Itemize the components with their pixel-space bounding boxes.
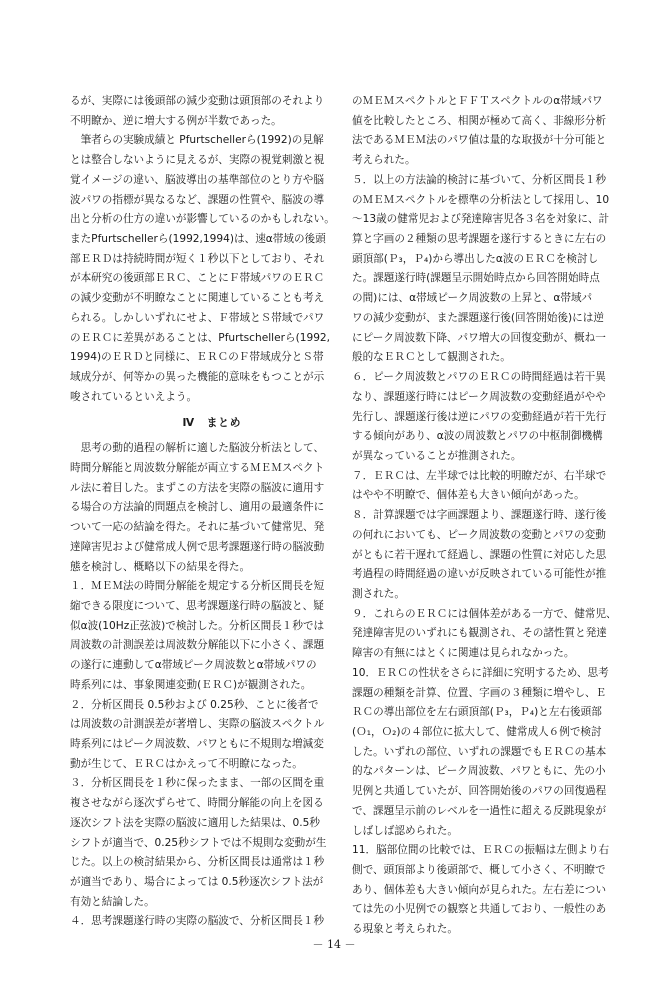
paragraph: るが、実際には後頭部の減少変動は頭頂部のそれより 不明瞭か、逆に増大する例が半数であった。 [70,95,325,127]
paragraph: 筆者らの実験成績と Pfurtschellerら(1992)の見解 とは整合しないように見えるが、実際の視覚刺激と視 覚イメージの違い、脳波導出の基準部位のとり方や脳 波パワの指標が異なるなど、課題の性質や、脳波の導 出と分析の仕方の違いが影響しているのかもしれない。 またPfurtschellerら(1992,1994)は、速α帯域の後頭 部ＥＲＤは持続時間が短く１秒以下としており、それ が本研究の後頭部ＥＲＣ、ことにＦ帯域パワのＥＲＣ の減少変動が不明瞭なことに関連していることも考え られる。しかしいずれにせよ、Ｆ帯域とＳ帯域でパワ のＥＲＣに差異があることは、Pfurtschellerら(1992, 1994)のＥＲＤと同様に、ＥＲＣのＦ帯域成分とＳ帯 域成分が、何等かの異った機能的意味をもつことが示 唆されているといえよう。 [70,134,335,403]
paragraph: のＭＥＭスペクトルとＦＦＴスペクトルのα帯域パワ 値を比較したところ、相関が極めて高く、非線形分析 法であるＭＥＭ法のパワ値は量的な取扱が十分可能と 考えられた。 [352,95,607,167]
section-heading: Ⅳ まとめ [182,416,242,429]
list-item: ５．以上の方法論的検討に基づいて、分析区間長１秒 のＭＥＭスペクトルを標準の分析法として採用し、10 ～13歳の健常児および発達障害児各３名を対象に、計 算と字画の２種類の思考課題を遂行するときに左右の 頭頂部(Ｐ₃，Ｐ₄)から導出したα波のＥＲＣを検討し た。課題遂行時(課題呈示開始時点から回答開始時点 の間)には、α帯域ピーク周波数の上昇と、α帯域パ ワの減少変動が、また課題遂行後(回答開始後)には逆 にピーク周波数下降、パワ増大の回復変動が、概ね一 般的なＥＲＣとして観測された。 [352,173,610,364]
list-item: ３．分析区間長を１秒に保ったまま、一部の区間を重 複させながら逐次ずらせて、時間分解能の向上を図る 逐次シフト法を実際の脳波に適用した結果は、0.5秒 シフトが適当で、0.25秒シフトでは不規則な変動が生 じた。以上の検討結果から、分析区間長は通常は１秒 が適当であり、場合によっては 0.5秒逐次シフト法が 有効と結論した。 [70,777,327,908]
right-column [352,92,636,940]
list-item: ６．ピーク周波数とパワのＥＲＣの時間経過は若干異 なり、課題遂行時にはピーク周波数の変動経過がやや 先行し、課題遂行後は逆にパワの変動経過が若干先行 する傾向があり、α波の周波数とパワの中枢制御機構 が異なっていることが推測された。 [352,371,607,462]
list-item: ４．思考課題遂行時の実際の脳波で、分析区間長１秒 [70,915,325,928]
page-number: － 14 － [312,938,356,951]
list-item: ２．分析区間長 0.5秒および 0.25秒、ことに後者で は周波数の計測誤差が著増し、実際の脳波スペクトル 時系列にはピーク周波数、パワともに不規則な増減変 動が生じて、ＥＲＣはかえって不明瞭になった。 [70,698,325,770]
list-item: １．ＭＥＭ法の時間分解能を規定する分析区間長を短 縮できる限度について、思考課題遂行時の脳波と、疑 似α波(10Hz正弦波)で検討した。分析区間長１秒では 周波数の計測誤差は周波数分解能以下に小さく、課題 の遂行に連動してα帯域ピーク周波数とα帯域パワの 時系列には、事象関連変動(ＥＲＣ)が観測された。 [70,580,325,691]
list-item: ９．これらのＥＲＣには個体差がある一方で、健常児、 発達障害児のいずれにも観測され、その諸性質と発達 障害の有無にはとくに関連は見られなかった。 [352,607,617,660]
list-item: 10．ＥＲＣの性状をさらに詳細に究明するため、思考 課題の種類を計算、位置、字画の３種類に増やし、Ｅ ＲＣの導出部位を左右頭頂部(Ｐ₃，Ｐ₄)と左右後頭部 (Ｏ₁，Ｏ₂)の４部位に拡大して、健常成人６例で検討 した。いずれの部位、いずれの課題でもＥＲＣの基本 的なパターンは、ピーク周波数、パワともに、先の小 児例と共通していたが、回答開始後のパワの回復過程 で、課題呈示前のレベルを一過性に超える反跳現象が しばしば認められた。 [352,666,609,837]
list-item: ８．計算課題では字画課題より、課題遂行時、遂行後 の何れにおいても、ピーク周波数の変動とパワの変動 がともに若干遅れて経過し、課題の性質に対応した思 考過程の時間経過の違いが反映されている可能性が推 測された。 [352,509,607,600]
paragraph: 思考の動的過程の解析に適した脳波分析法として、 時間分解能と周波数分解能が両立するＭＥＭスペクト ル法に着目した。まずこの方法を実際の脳波に適用す る場合の方法論的問題点を検討し、適用の最適条件に ついて一応の結論を得た。それに基づいて健常児、発 達障害児および健常成人例で思考課題遂行時の脳波動 態を検討し、概略以下の結果を得た。 [70,442,325,573]
list-item: 11．脳部位間の比較では、ＥＲＣの振幅は左側より右 側で、頭頂部より後頭部で、概して小さく、不明瞭で あり、個体差も大きい傾向が見られた。左右差につい ては先の小児例での観察と共通しており、一般性のあ る現象と考えられた。 [352,844,610,936]
left-column [70,92,354,932]
list-item: ７．ＥＲＣは、左半球では比較的明瞭だが、右半球で はやや不明瞭で、個体差も大きい傾向があった。 [352,469,607,502]
